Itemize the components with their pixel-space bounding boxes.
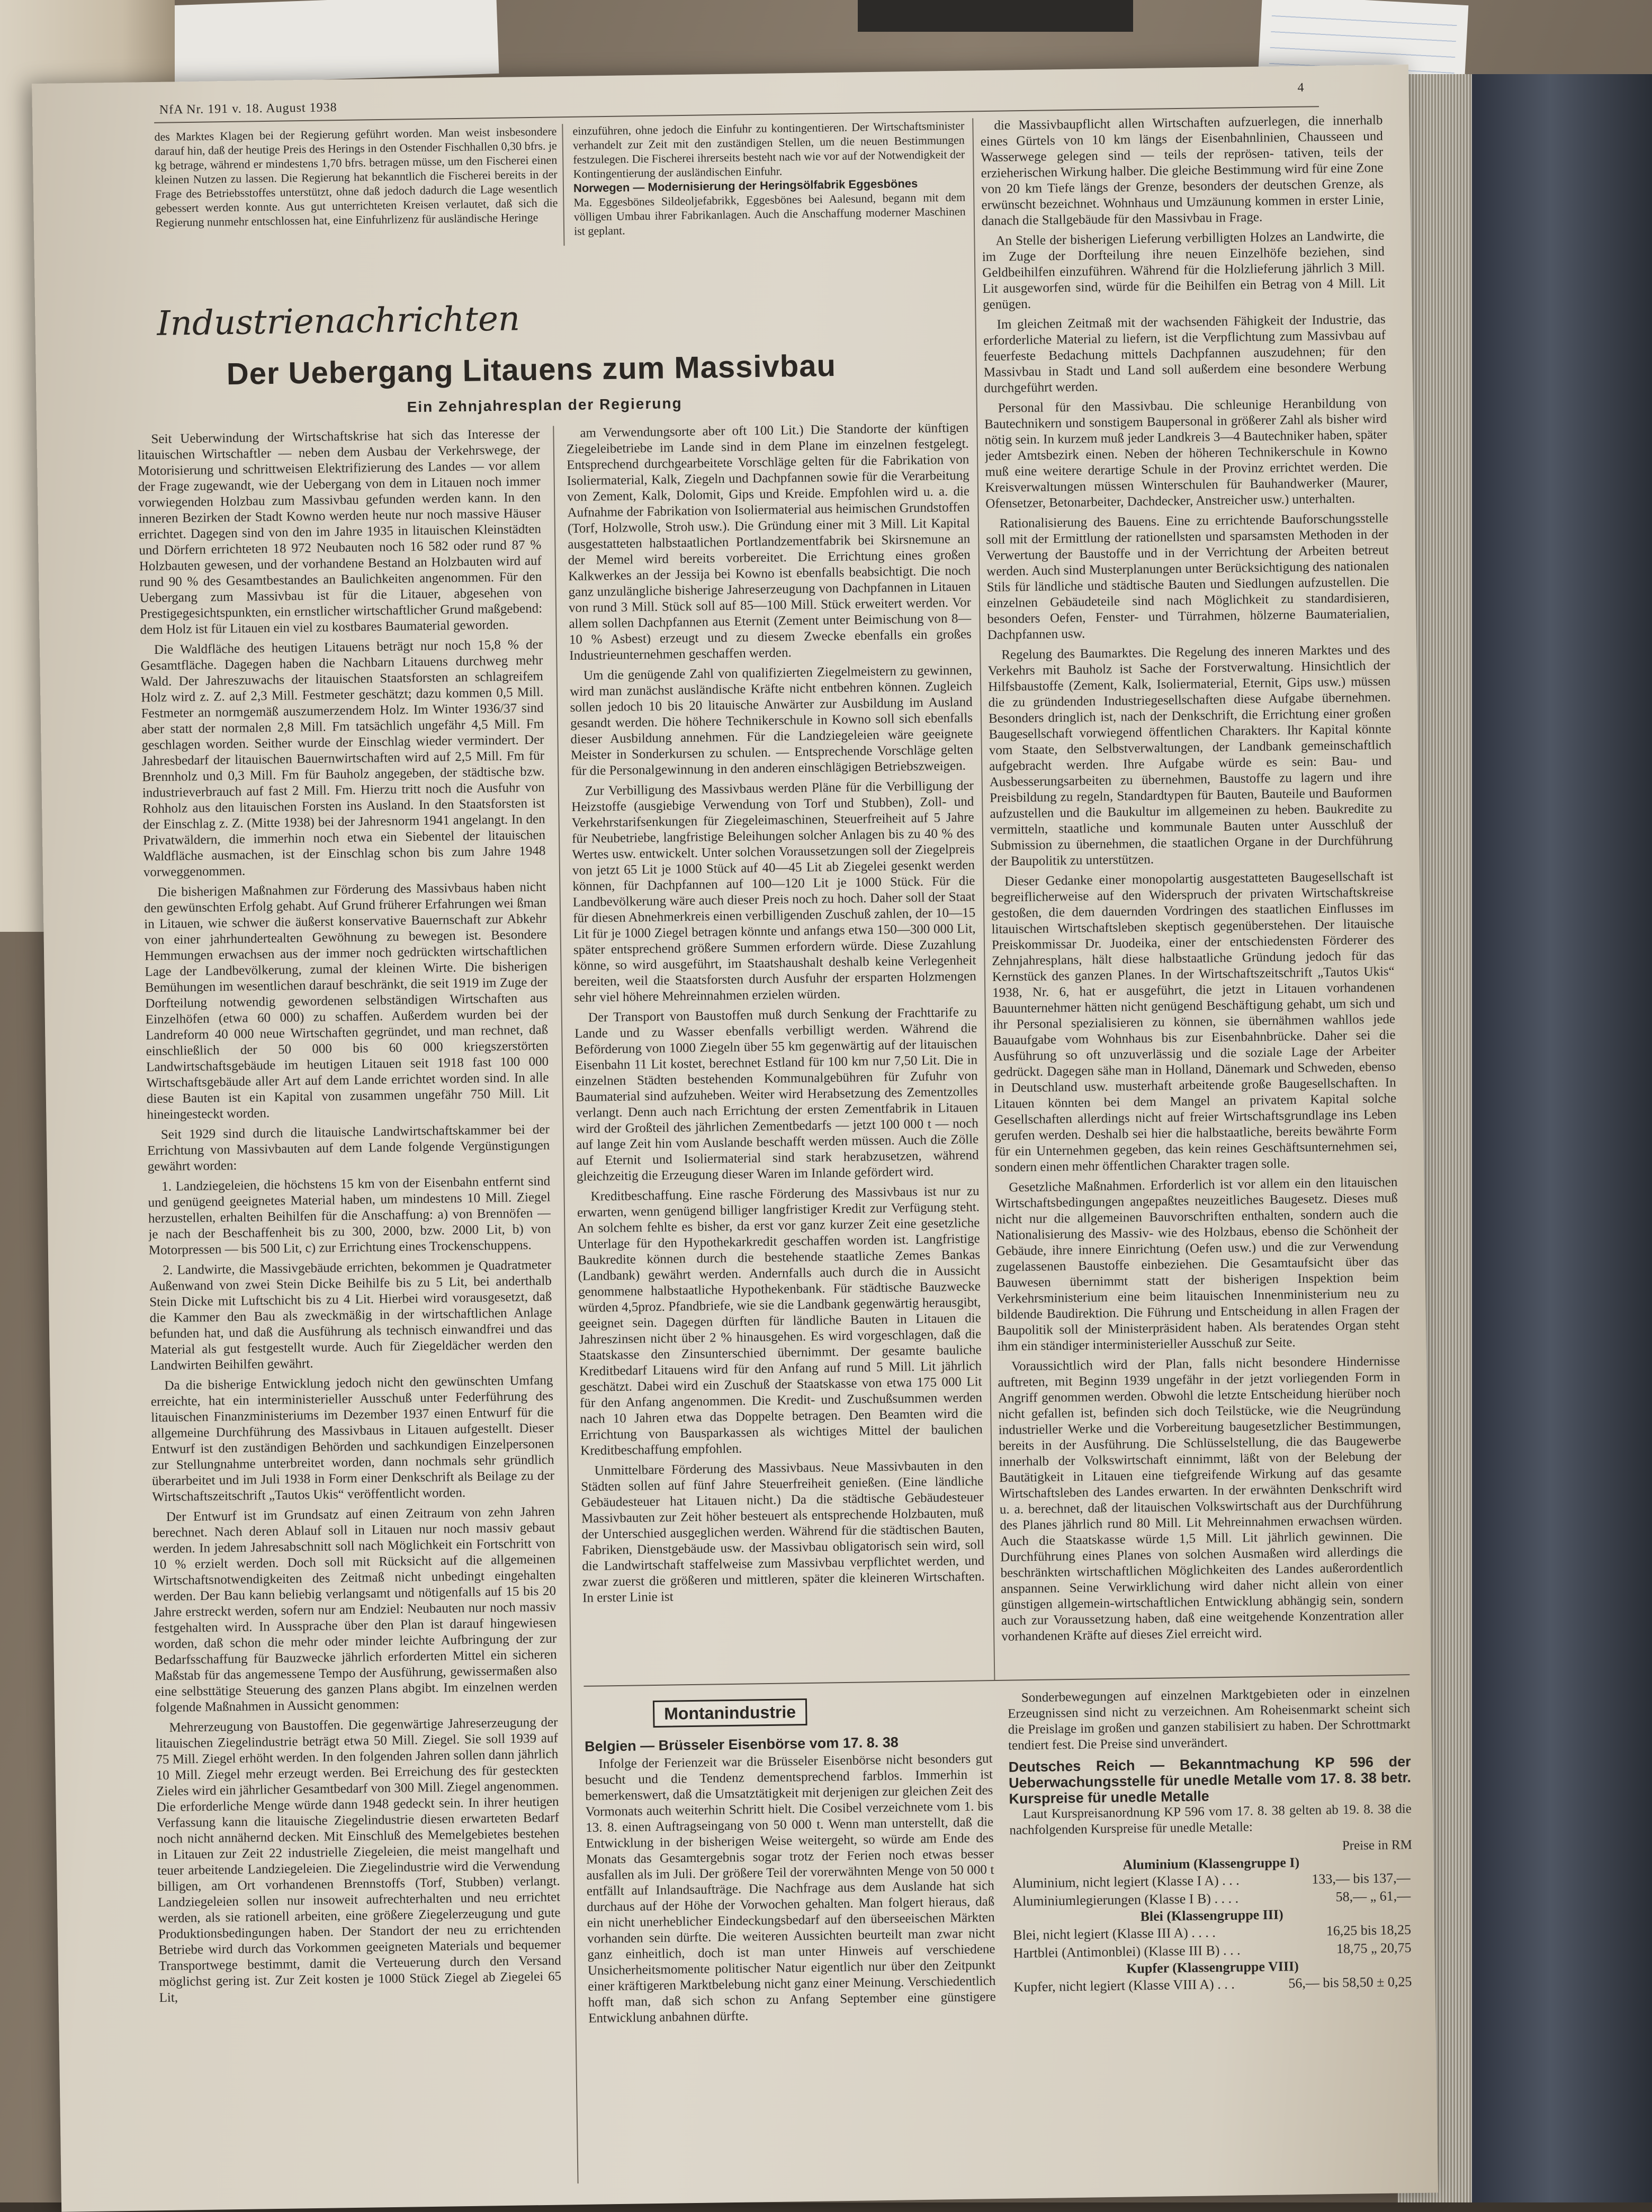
paper-scrap <box>158 0 499 85</box>
paragraph: 2. Landwirte, die Massivgebäude errichten, bekommen je Quadratmeter Außenwand von zwei Stein Dicke Beihilfe bis zu 5 Lit, bei anderthalb Stein Dicke mit Luftschicht bis zu 4 Lit. Hierbei wird vorausgesetzt, daß die Kammer den Bau als zweckmäßig in der wirtschaftlichen Anlage befunden hat, und daß die Ausführung als technisch einwandfrei und das Material als gut festgestellt wurde. Auch für Ziegeldächer werden den Landwirten Beihilfen gewährt. <box>149 1257 553 1373</box>
metal-prices <box>1008 1685 1417 2188</box>
price-table <box>1011 1921 1414 1963</box>
reich-heading: Deutsches Reich — Bekanntmachung KP 596 der Ueberwachungsstelle für unedle Metalle vom 17. 8. 38 betr. Kurspreise für unedle Metalle <box>1008 1754 1412 1807</box>
paragraph: Dieser Gedanke einer monopolartig ausgestatteten Baugesellschaft ist begreiflicherweise auf den Widerspruch der privaten Wirtschaftskreise gestoßen, die dem dauernden Vordringen des staatlichen Einflusses im litauischen Wirtschaftsleben skeptisch gegenüberstehen. Der litauische Preiskommissar Dr. Juodeika, einer der entschiedensten Förderer des Zehnjahresplans, hält diese halbstaatliche Gründung jedoch für das Kernstück des ganzen Planes. In der Wirtschaftszeitschrift „Tautos Ukis“ 1938, Nr. 6, hat er ausgeführt, die jetzt in Litauen vorhandenen Bauunternehmer hätten nicht genügend Beschäftigung gehabt, um sich und ihr Personal spezialisieren zu können, sie übernähmen wahllos jede Bauaufgabe vom Wohnhaus bis zur Eisenbahnbrücke. Daher sei die Ausführung so oft unzuverlässig und die soziale Lage der Arbeiter gedrückt. Dagegen sähe man in Holland, Dänemark und Schweden, ebenso in Deutschland usw. musterhaft arbeitende große Baugesellschaften. In Litauen könnten bei dem Mangel an privatem Kapital solche Gesellschaften allerdings nicht auf freier Wirtschaftsgrundlage ins Leben gerufen werden. Deshalb sei hier die halbstaatliche, bereits bewährte Form für ein Unternehmen gegeben, das kein reines Geschäftsunternehmen sei, sondern einen mehr öffentlichen Charakter tragen solle. <box>991 869 1397 1175</box>
price-table <box>1010 1869 1413 1911</box>
price-item: Aluminium, nicht legiert (Klasse I A) . . . <box>1012 1872 1240 1891</box>
paragraph: Voraussichtlich wird der Plan, falls nicht besondere Hindernisse auftreten, mit Beginn 1939 ungefähr in der jetzt vorliegenden Form in Angriff genommen werden. Obwohl die letzte Entscheidung hierüber noch nicht gefallen ist, befinden sich doch Teilstücke, wie die Neugründung industrieller Werke und die Vorbereitung baugesetzlicher Bestimmungen, bereits in der Ausführung. Die Schlüsselstellung, die das Baugewerbe innerhalb der Volkswirtschaft einnimmt, läßt von der Belebung der Bautätigkeit in Litauen eine tiefgreifende Wirkung auf das gesamte Wirtschaftsleben des Landes erwarten. In der erwähnten Denkschrift wird u. a. berechnet, daß der litauischen Volkswirtschaft aus der Durchführung des Planes jährlich rund 80 Mill. Lit Mehreinnahmen erwachsen würden. Auch die Staatskasse würde 1,5 Mill. Lit jährlich gewinnen. Die Durchführung eines Planes von solchen Ausmaßen wird allerdings die beschränkten wirtschaftlichen Möglichkeiten des Landes außerordentlich anspannen. Seine Verwirklichung wird daher nicht allein von einer günstigen allgemein-wirtschaftlichen Entwicklung abhängig sein, sondern auch zur Voraussetzung haben, daß eine weitgehende Konzentration aller vorhandenen Kräfte auf dieses Ziel erreicht wird. <box>998 1354 1404 1644</box>
paragraph: Der Transport von Baustoffen muß durch Senkung der Frachttarife zu Lande und zu Wasser ebenfalls verbilligt werden. Während die Beförderung von 1000 Ziegeln über 55 km gegenwärtig auf der litauischen Eisenbahn 11 Lit kostet, berechnet Estland für 100 km nur 7,50 Lit. Die in einzelnen Städten bestehenden Kommunalgebühren für Zufuhr von Baumaterial sind aufzuheben. Weiter wird Herabsetzung des Zementzolles verlangt. Denn auch nach Errichtung der ersten Zementfabrik in Litauen wird der Großteil des jährlichen Zementbedarfs — jetzt 100 000 t — noch auf lange Zeit hin vom Auslande beschafft werden müssen. Auch die Zölle auf Eternit und Isoliermaterial sind stark herabzusetzen, während gleichzeitig die Erzeugung dieser Waren im Inlande gefördert wird. <box>574 1005 979 1184</box>
montan-section-label: Montanindustrie <box>653 1698 807 1728</box>
paragraph: am Verwendungsorte aber oft 100 Lit.) Die Standorte der künftigen Ziegeleibetriebe im Lande sind in dem Plane im einzelnen festgelegt. Entsprechend durchgearbeitete Vorschläge gelten für die Fabrikation von Isoliermaterial, Kalk, Ziegeln und Dachpfannen sowie für die Verarbeitung von Zement, Kalk, Dolomit, Gips und Kreide. Empfohlen wird u. a. die Aufnahme der Fabrikation von Isoliermaterial aus heimischen Grundstoffen (Torf, Holzwolle, Stroh usw.). Die Gründung einer mit 3 Mill. Lit Kapital ausgestatteten halbstaatlichen Portlandzementfabrik bei Skirsnemune an der Memel wird bereits vorbereitet. Die Errichtung eines großen Kalkwerkes an der Jessija bei Kowno ist ebenfalls beabsichtigt. Die noch ganz unzulängliche bisherige Jahreserzeugung von Dachpfannen in Litauen von rund 3 Mill. Stück soll auf 85—100 Mill. Stück erweitert werden. Vor allem sollen Dachpfannen aus Eternit (Zement unter Beimischung von 8—10 % Asbest) erzeugt und zu diesem Zwecke ebenfalls ein großes Industrieunternehmen geschaffen werden. <box>566 420 972 663</box>
price-group <box>1010 1905 1413 1963</box>
paragraph: Die bisherigen Maßnahmen zur Förderung des Massivbaus haben nicht den gewünschten Erfolg gehabt. Auf Grund früherer Erfahrungen wei ßman in Litauen, wie schwer die äußerst konservative Bauernschaft zur Abkehr von einer jahrhundertealten Gewöhnung zu bewegen ist. Besondere Hemmungen erwachsen aus der immer noch gedrückten wirtschaftlichen Lage der Landbevölkerung, zumal der kleinen Wirte. Die bisherigen Bemühungen im wesentlichen darauf beschränkt, die seit 1919 im Zuge der Dorfteilung notwendig gewordenen selbständigen Wirtschaften aus Einzelhöfen (etwa 60 000) zu schaffen. Außerdem wurden bei der Landreform 40 000 neue Wirtschaften gegründet, und man rechnet, daß einschließlich der 50 000 bis 60 000 kriegszerstörten Landwirtschaftsgebäude im heutigen Litauen seit 1918 fast 100 000 Wirtschaftsgebäude aller Art auf dem Lande errichtet worden sind. In alle diese Bauten ist ein Kapital von zusammen ungefähr 750 Mill. Lit hineingesteckt worden. <box>143 879 550 1122</box>
column-divider <box>562 124 564 246</box>
price-groups <box>1010 1853 1414 1997</box>
paragraph: die Massivbaupflicht allen Wirtschaften aufzuerlegen, die innerhalb eines Gürtels von 10 km längs der Eisenbahnlinien, Chausseen und Wasserwege gelegen sind — teils der reprösen- tativen, teils der erzieherischen Wirkung halber. Die gleiche Bestimmung wird für eine Zone von 20 km Tiefe längs der Grenze, besonders der deutschen Grenze, als erwünscht bezeichnet. Wohnhaus und Umzäunung kommen in erster Linie, danach die Stallgebäude für den Massivbau in Frage. <box>980 113 1384 229</box>
paragraph: Der Entwurf ist im Grundsatz auf einen Zeitraum von zehn Jahren berechnet. Nach deren Ablauf soll in Litauen nur noch massiv gebaut werden. In jedem Jahresabschnitt soll nach Möglichkeit ein Fortschritt von 10 % erzielt werden. Doch soll mit Rücksicht auf die allgemeinen Wirtschaftsnotwendigkeiten des Zeitmaß nicht unbedingt eingehalten werden. Der Bau kann beliebig verlangsamt und nötigenfalls auf 15 bis 20 Jahre erstreckt werden, sofern nur am Endziel: Neubauten nur noch massiv festgehalten wird. In Aussprache über den Plan ist darauf hingewiesen worden, daß schon die mehr oder minder leichte Aufbringung der zur Bedarfsschaffung für Bauzwecke jährlich erforderten Mittel ein sicheren Maßstab für das angemessene Tempo der Ausführung, gewissermaßen also eine selbsttätige Steuerung des ganzen Plans abgibt. Im einzelnen werden folgende Maßnahmen in Aussicht genommen: <box>152 1504 558 1715</box>
group-name: Blei (Klassengruppe III) <box>1140 1907 1283 1925</box>
norway-heading: Norwegen — Modernisierung der Heringsölfabrik Eggesbönes <box>573 176 918 195</box>
paragraph: Unmittelbare Förderung des Massivbaus. Neue Massivbauten in den Städten sollen auf fünf Jahre Steuerfreiheit genießen. (Eine ländliche Gebäudesteuer hat Litauen nicht.) Da die städtische Gebäudesteuer Massivbauten zur Zeit höher besteuert als entsprechende Holzbauten, muß der Unterschied ausgeglichen werden. Während für die städtischen Bauten, Fabriken, Dienstgebäude usw. der Massivbau obligatorisch sein wird, soll die Landwirtschaft staffelweise zum Massivbau verpflichtet werden, und zwar zuerst die größeren und mittleren, später die kleineren Wirtschaften. In erster Linie ist <box>581 1458 985 1605</box>
norway-snippet <box>572 119 966 238</box>
belgium-report <box>585 1733 999 2194</box>
paragraph: An Stelle der bisherigen Lieferung verbilligten Holzes an Landwirte, die im Zuge der Dorfteilung ihre neuen Einzelhöfe beziehen, sind Geldbeihilfen einzuführen. Während für die Holzlieferung jährlich 3 Mill. Lit ausgeworfen sind, würde für die Beihilfen ein Betrag von 4 Mill. Lit genügen. <box>982 228 1385 312</box>
price-item: Hartblei (Antimonblei) (Klasse III B) . . . <box>1013 1942 1241 1961</box>
paragraph: Laut Kurspreisanordnung KP 596 vom 17. 8. 38 gelten ab 19. 8. 38 die nachfolgenden Kurspreise für unedle Metalle: <box>1009 1802 1412 1838</box>
article-column-2 <box>566 420 985 1659</box>
snippet-text: Ma. Eggesbönes Sildeoljefabrikk, Eggesbönes bei Aalesund, begann mit dem völligen Umbau ihrer Fabrikanlagen. Auch die Anschaffung moderner Maschinen ist geplant. <box>573 190 966 238</box>
paragraph: Seit 1929 sind durch die litauische Landwirtschaftskammer bei der Errichtung von Massivbauten auf dem Lande folgende Vergünstigungen gewährt worden: <box>147 1122 550 1174</box>
group-name: Aluminium (Klassengruppe I) <box>1123 1855 1300 1873</box>
paragraph: Rationalisierung des Bauens. Eine zu errichtende Bauforschungsstelle soll mit der Ermittlung der rationellsten und sparsamsten Methoden in der Verwertung der Baustoffe und in der Verrichtung der Arbeiten betreut werden. Auch sind Musterplanungen unter Berücksichtigung des nationalen Stils für ländliche und städtische Bauten und Siedlungen aufzustellen. Die einzelnen Gebäudeteile sind nach Möglichkeit zu standardisieren, besonders Oefen, Fenster- und Türrahmen, hölzerne Baumaterialien, Dachpfannen usw. <box>986 511 1390 643</box>
herring-snippet: des Marktes Klagen bei der Regierung geführt worden. Man weist insbesondere darauf hin, daß der heutige Preis des Herings in den Ostender Fischhallen 0,30 bfrs. je kg betrage, während er mindestens 1,70 bfrs. betragen müsse, um den Fischerei einen kleinen Nutzen zu lassen. Die Regierung hat bekanntlich die Fischerei bereits in der Frage des Betriebsstoffes unterstützt, ohne daß jedoch dadurch die Lage wesentlich gebessert werden konnte. Aus gut unterrichteten Kreisen verlautet, daß sich die Regierung nunmehr entschlossen hat, eine Einfuhrlizenz für ausländische Heringe <box>154 124 558 229</box>
belgium-heading: Belgien — Brüsseler Eisenbörse vom 17. 8. 38 <box>584 1734 899 1755</box>
paragraph: 1. Landziegeleien, die höchstens 15 km von der Eisenbahn entfernt sind und genügend geeignetes Material haben, um mindestens 10 Mill. Ziegel herzustellen, erhalten Beihilfen für die Anschaffung: a) von Brennöfen — je nach der Beschaffenheit bis zu 300, 2000, bzw. 2000 Lit, b) von Motorpressen — bis 500 Lit, c) zur Errichtung eines Trockenschuppens. <box>148 1174 551 1258</box>
price-item: Aluminiumlegierungen (Klasse I B) . . . . <box>1012 1890 1239 1909</box>
price-group <box>1010 1853 1413 1911</box>
article-column-3 <box>980 113 1404 1675</box>
page-number: 4 <box>1297 80 1305 95</box>
paragraph: Gesetzliche Maßnahmen. Erforderlich ist vor allem ein den litauischen Wirtschaftsbedingungen angepaßtes neuzeitliches Baugesetz. Dieses muß nicht nur die allgemeinen Bauvorschriften enthalten, sondern auch die Nationalisierung des Massiv- wie des Holzbaus, ebenso die Schönheit der Gebäude, ihre innere Einrichtung (Oefen usw.) und die zur Verwendung zugelassenen Baustoffe einbeziehen. Die Gesamtaufsicht über das Bauwesen übernimmt statt der bisherigen Inspektion beim Verkehrsministerium eine beim litauischen Innenministerium neu zu bildende Baudirektion. Die Führung und Entscheidung in allen Fragen der Baupolitik soll der Ministerpräsident haben. Als beratendes Organ steht ihm ein ständiger interministerieller Ausschuß zur Seite. <box>995 1175 1400 1354</box>
price-value: 16,25 bis 18,25 <box>1326 1922 1412 1939</box>
paragraph: Da die bisherige Entwicklung jedoch nicht den gewünschten Umfang erreichte, hat ein interministerieller Ausschuß unter Federführung des litauischen Finanzministeriums im Dezember 1937 einen Entwurf für die allgemeine Durchführung des Massivbaus in Litauen aufgestellt. Dieser Entwurf ist den zuständigen Behörden und sachkundigen Einzelpersonen zur Stellungnahme unterbreitet worden, dann nochmals sehr gründlich überarbeitet und im Juli 1938 in Form einer Denkschrift als Beilage zu der Wirtschaftszeitschrift „Tautos Ukis“ veröffentlicht worden. <box>150 1373 555 1505</box>
dark-object <box>858 0 1133 32</box>
paragraph: Regelung des Baumarktes. Die Regelung des inneren Marktes und des Verkehrs mit Bauholz ist Sache der Forstverwaltung. Hinsichtlich der Hilfsbaustoffe (Zement, Kalk, Isoliermaterial, Eternit, Gips usw.) müssen die zu gründenden Industriegesellschaften diese Aufgabe übernehmen. Besonders dringlich ist, nach der Denkschrift, die Errichtung einer großen Baugesellschaft vorwiegend öffentlichen Charakters. Ihr Kapital könnte vom Staate, den Selbstverwaltungen, der Landbank gemeinschaftlich aufgebracht werden. Ihre Aufgabe würde es sein: Bau- und Ausbesserungsarbeiten zu übernehmen, Baustoffe zu lagern und ihre Preisbildung zu regeln, Standardtypen für Bauten, Bauteile und Bauformen aufzustellen und die Baukultur im allgemeinen zu heben. Baukredite zu vermitteln, staatliche und kommunale Bauten unter Ausschluß der Submission zu übernehmen, die staatlichen Organe in der Durchführung der Baupolitik zu unterstützen. <box>987 642 1393 869</box>
price-value: 133,— bis 137,— <box>1312 1870 1411 1887</box>
section-rule <box>583 1674 1409 1687</box>
price-item: Blei, nicht legiert (Klasse III A) . . . . <box>1012 1925 1216 1943</box>
paragraph: Zur Verbilligung des Massivbaus werden Pläne für die Verbilligung der Heizstoffe (ausgiebige Verwendung von Torf und Stubben), Zoll- und Verkehrstarifsenkungen für Ziegeleimaschinen, Steuerfreiheit auf 5 Jahre für Neubetriebe, langfristige Beleihungen solcher Anlagen bis zu 40 % des Wertes usw. entwickelt. Unter solchen Voraussetzungen soll der Ziegelpreis von jetzt 65 Lit je 1000 Stück auf 40—45 Lit ab Ziegelei gesenkt werden können, für Dachpfannen auf 100—120 Lit je 1000 Stück. Für die Landbevölkerung wäre auch dieser Preis noch zu hoch. Daher soll der Staat für diesen Abnehmerkreis einen verbilligenden Zuschuß zahlen, der 10—15 Lit für je 1000 Ziegel betragen könnte und anfangs etwa 150—300 000 Lit, später entsprechend größere Summen erfordern würde. Diese Zuzahlung könne, so wird ausgeführt, im Staatshaushalt deshalb keine Verlegenheit bereiten, weil die Staatsforsten durch Ausfuhr der ersparten Holzmengen sehr viel höhere Mehreinnahmen erzielen würden. <box>571 778 977 1005</box>
paragraph: Kreditbeschaffung. Eine rasche Förderung des Massivbaus ist nur zu erwarten, wenn genügend billiger langfristiger Kredit zur Verfügung steht. An solchem fehlte es bisher, da erst vor ganz kurzer Zeit eine gesetzliche Unterlage für den Hypothekarkredit geschaffen worden ist. Langfristige Baukredite können durch die bestehende staatliche Zemes Bankas (Landbank) gewährt werden. Andernfalls auch durch die in Aussicht genommene halbstaatliche Hypothekenbank. Für städtische Bauzwecke würden 4,5proz. Pfandbriefe, wie sie die Landbank gegenwärtig herausgibt, geeignet sein. Dagegen dürften für ländliche Bauten in Litauen die Jahreszinsen nicht über 2 % hinausgehen. Es wird vorgeschlagen, daß die Staatskasse den Zinsunterschied übernimmt. Der gesamte bauliche Kreditbedarf Litauens wird für den Anfang auf rund 5 Mill. Lit jährlich geschätzt. Dabei wird ein Zuschuß der Staatskasse von etwa 175 000 Lit für den Anfang angenommen. Die Kredit- und Zuschußsummen werden nach 10 Jahren etwa das Doppelte betragen. Den Beamten wird die Errichtung von Bausparkassen als wichtiges Mittel der baulichen Kreditbeschaffung empfohlen. <box>577 1184 983 1458</box>
price-unit: Preise in RM <box>1342 1838 1413 1853</box>
issue-header: NfA Nr. 191 v. 18. August 1938 <box>159 101 337 117</box>
paragraph: Die Waldfläche des heutigen Litauens beträgt nur noch 15,8 % der Gesamtfläche. Dagegen haben die Nachbarn Litauens durchweg mehr Wald. Der Jahreszuwachs der litauischen Staatsforsten an schlagreifem Holz wird z. Z. auf 2,3 Mill. Festmeter geschätzt; dazu kommen 0,5 Mill. Festmeter an normgemäß auszumerzendem Holz. Im Winter 1936/37 sind aber statt der normalen 2,8 Mill. Fm tatsächlich ungefähr 4,5 Mill. Fm geschlagen worden. Seither wurde der Einschlag wieder vermindert. Der Jahresbedarf der litauischen Bauernwirtschaften wird auf 2,5 Mill. Fm für Brennholz und 0,3 Mill. Fm für Bauholz angegeben, der städtische bzw. industrieverbrauch auf fast 2 Mill. Fm. Hierzu tritt noch die Ausfuhr von Rohholz aus den litauischen Forsten ins Ausland. In den Staatsforsten ist der Einschlag z. Z. (Mitte 1938) bei der Jahresnorm 1941 angelangt. In den Privatwäldern, die immerhin noch etwa ein Siebentel der litauischen Waldfläche ausmachen, ist der Einschlag schon bis zum Jahre 1948 vorweggenommen. <box>140 637 546 880</box>
snippet-text: einzuführen, ohne jedoch die Einfuhr zu kontingentieren. Der Wirtschaftsminister verhandelt zur Zeit mit den zuständigen Stellen, um die neuen Bestimmungen festzulegen. Die Fischerei ihrerseits besteht nach wie vor auf der Notwendigkeit der Kontingentierung der ausländischen Einfuhr. <box>572 119 965 181</box>
paragraph: Infolge der Ferienzeit war die Brüsseler Eisenbörse nicht besonders gut besucht und die Tendenz dementsprechend farblos. Immerhin ist bemerkenswert, daß die Umsatztätigkeit mit derjenigen zur gleichen Zeit des Vormonats auch weiterhin Schritt hielt. Die Cosibel verzeichnete vom 1. bis 13. 8. einen Auftragseingang von 50 000 t. Wenn man unterstellt, daß die Entwicklung in der bisherigen Weise weitergeht, so würde am Ende des Monats das Gesamtergebnis sogar trotz der Ferien noch etwas besser ausfallen als im Juli. Der größere Teil der vorerwähnten Menge von 50 000 t entfällt auf Inlandsaufträge. Die Nachfrage aus dem Auslande hat sich durchaus auf der Höhe der Vorwochen gehalten. Man folgert hieraus, daß ein nicht unerheblicher Eindeckungsbedarf auf den überseeischen Märkten vorhanden sein dürfte. Die weiteren Aussichten beurteilt man zwar nicht ganz einheitlich, doch ist man unter Hinweis auf verschiedene Unsicherheitsmomente politischer Natur eigentlich nur über den Zeitpunkt einer kräftigeren Marktbelebung nicht ganz einer Meinung. Verschiedentlich hofft man, daß sich schon zu Anfang September eine günstigere Entwicklung anbahnen dürfte. <box>585 1751 996 2026</box>
price-group <box>1011 1957 1414 1997</box>
price-value: 18,75 „ 20,75 <box>1336 1940 1412 1957</box>
price-item: Kupfer, nicht legiert (Klasse VIII A) . . . <box>1013 1976 1235 1995</box>
group-name: Kupfer (Klassengruppe VIII) <box>1126 1958 1299 1976</box>
newspaper-page <box>32 65 1438 2212</box>
article-subheadline: Ein Zehnjahresplan der Regierung <box>407 395 683 416</box>
paragraph: Im gleichen Zeitmaß mit der wachsenden Fähigkeit der Industrie, das erforderliche Material zu liefern, ist die Verpflichtung zum Massivbau auf feuerfeste Bedachung mittels Dachpfannen auszudehnen; für den Massivbau in Stadt und Land soll außerdem eine besondere Werbung durchgeführt werden. <box>983 312 1387 396</box>
article-column-1 <box>137 426 564 2189</box>
paragraph: Personal für den Massivbau. Die schleunige Heranbildung von Bautechnikern und sonstigem Baupersonal in größerer Zahl als bisher wird nötig sein. In kurzem muß jeder Landkreis 3—4 Bautechniker haben, später jeder Amtsbezirk einen. Neben der höheren Technikerschule in Kowno muß eine weitere derartige Schule in der Provinz errichtet werden. Die Kreisverwaltungen müssen Winterschulen für Bauhandwerker (Maurer, Ofensetzer, Betonarbeiter, Dachdecker, Anstreicher usw.) unterhalten. <box>984 395 1388 511</box>
price-value: 58,— „ 61,— <box>1335 1888 1411 1905</box>
paragraph: Um die genügende Zahl von qualifizierten Ziegelmeistern zu gewinnen, wird man zunächst ausländische Kräfte nicht entbehren können. Zugleich sollen jedoch 10 bis 20 litauische Anwärter zur Ausbildung im Ausland gesandt werden. Die höhere Technikerschule in Kowno soll sich ebenfalls dieser Ausbildung annehmen. Für die Landziegeleien wäre geeignete Meister in Sonderkursen zu schulen. — Entsprechende Vorschläge gelten für die Personalgewinnung in den anderen einschlägigen Betriebszweigen. <box>570 663 974 779</box>
paragraph: Mehrerzeugung von Baustoffen. Die gegenwärtige Jahreserzeugung der litauischen Ziegelindustrie beträgt etwa 50 Mill. Ziegel. Sie soll 1939 auf 75 Mill. Ziegel erhöht werden. In den folgenden Jahren sollen dann jährlich 10 Mill. Ziegel mehr erzeugt werden. Bei Erreichung des für gesteckten Zieles wird ein jährlicher Gesamtbedarf von 300 Mill. Ziegel angenommen. Die erforderliche Menge würde dann 1948 gedeckt sein. In ihrer heutigen Verfassung kann die litauische Ziegelindustrie diesen erwarteten Bedarf noch nicht annähernd decken. Mit Einschluß des Memelgebietes bestehen in Litauen zur Zeit 22 industrielle Ziegeleien, die meist mangelhaft und teuer arbeitende Landziegeleien. Die Ziegelindustrie wird die Verwendung billigen, am Ort vorhandenen Brennstoffs (Torf, Stubben) verlangt. Landziegeleien sollen nur insoweit aufrechterhalten und neu errichtet werden, als sie rationell arbeiten, eine größere Ziegelerzeugung und gute Produktionsbedingungen haben. Der Standort der neu zu errichtenden Betriebe wird durch das Vorkommen geeigneten Materials und bequemer Transportwege bestimmt, damit die Verteuerung durch den Versand möglichst gering ist. Zur Zeit kosten je 1000 Stück Ziegel ab Ziegelei 65 Lit, <box>155 1715 562 2006</box>
article-headline: Der Uebergang Litauens zum Massivbau <box>226 348 837 392</box>
section-title: Industrienachrichten <box>156 299 520 344</box>
paragraph: Seit Ueberwindung der Wirtschaftskrise hat sich das Interesse der litauischen Wirtschaftler — neben dem Ausbau der Verkehrswege, der Motorisierung und schrittweisen Elektrifizierung des Landes — vor allem der Frage zugewandt, wie der Uebergang von dem in Litauen noch immer vorwiegenden Holzbau zum Massivbau gefunden werden kann. In den inneren Bezirken der Stadt Kowno werden heute nur noch massive Häuser errichtet. Dagegen sind von den im Jahre 1935 in litauischen Kleinstädten und Dörfern errichteten 18 972 Neubauten noch 16 582 oder rund 87 % Holzbauten gewesen, und der vorhandene Bestand an Holzbauten wird auf rund 90 % des Gesamtbestandes an Baulichkeiten angenommen. Für den Uebergang zum Massivbau ist für die Litauer, abgesehen von Prestigegesichtspunkten, ein ernstlicher wirtschaftlicher Grund maßgebend: dem Holz ist für Litauen ein viel zu kostbares Baumaterial geworden. <box>137 426 543 637</box>
paragraph: Sonderbewegungen auf einzelnen Marktgebieten oder in einzelnen Erzeugnissen sind nicht zu verzeichnen. Am Roheisenmarkt scheint sich die Preislage im großen und ganzen stabilisiert zu haben. Der Schrottmarkt tendiert fest. Die Preise sind unverändert. <box>1008 1685 1411 1753</box>
price-value: 56,— bis 58,50 ± 0,25 <box>1288 1974 1412 1991</box>
